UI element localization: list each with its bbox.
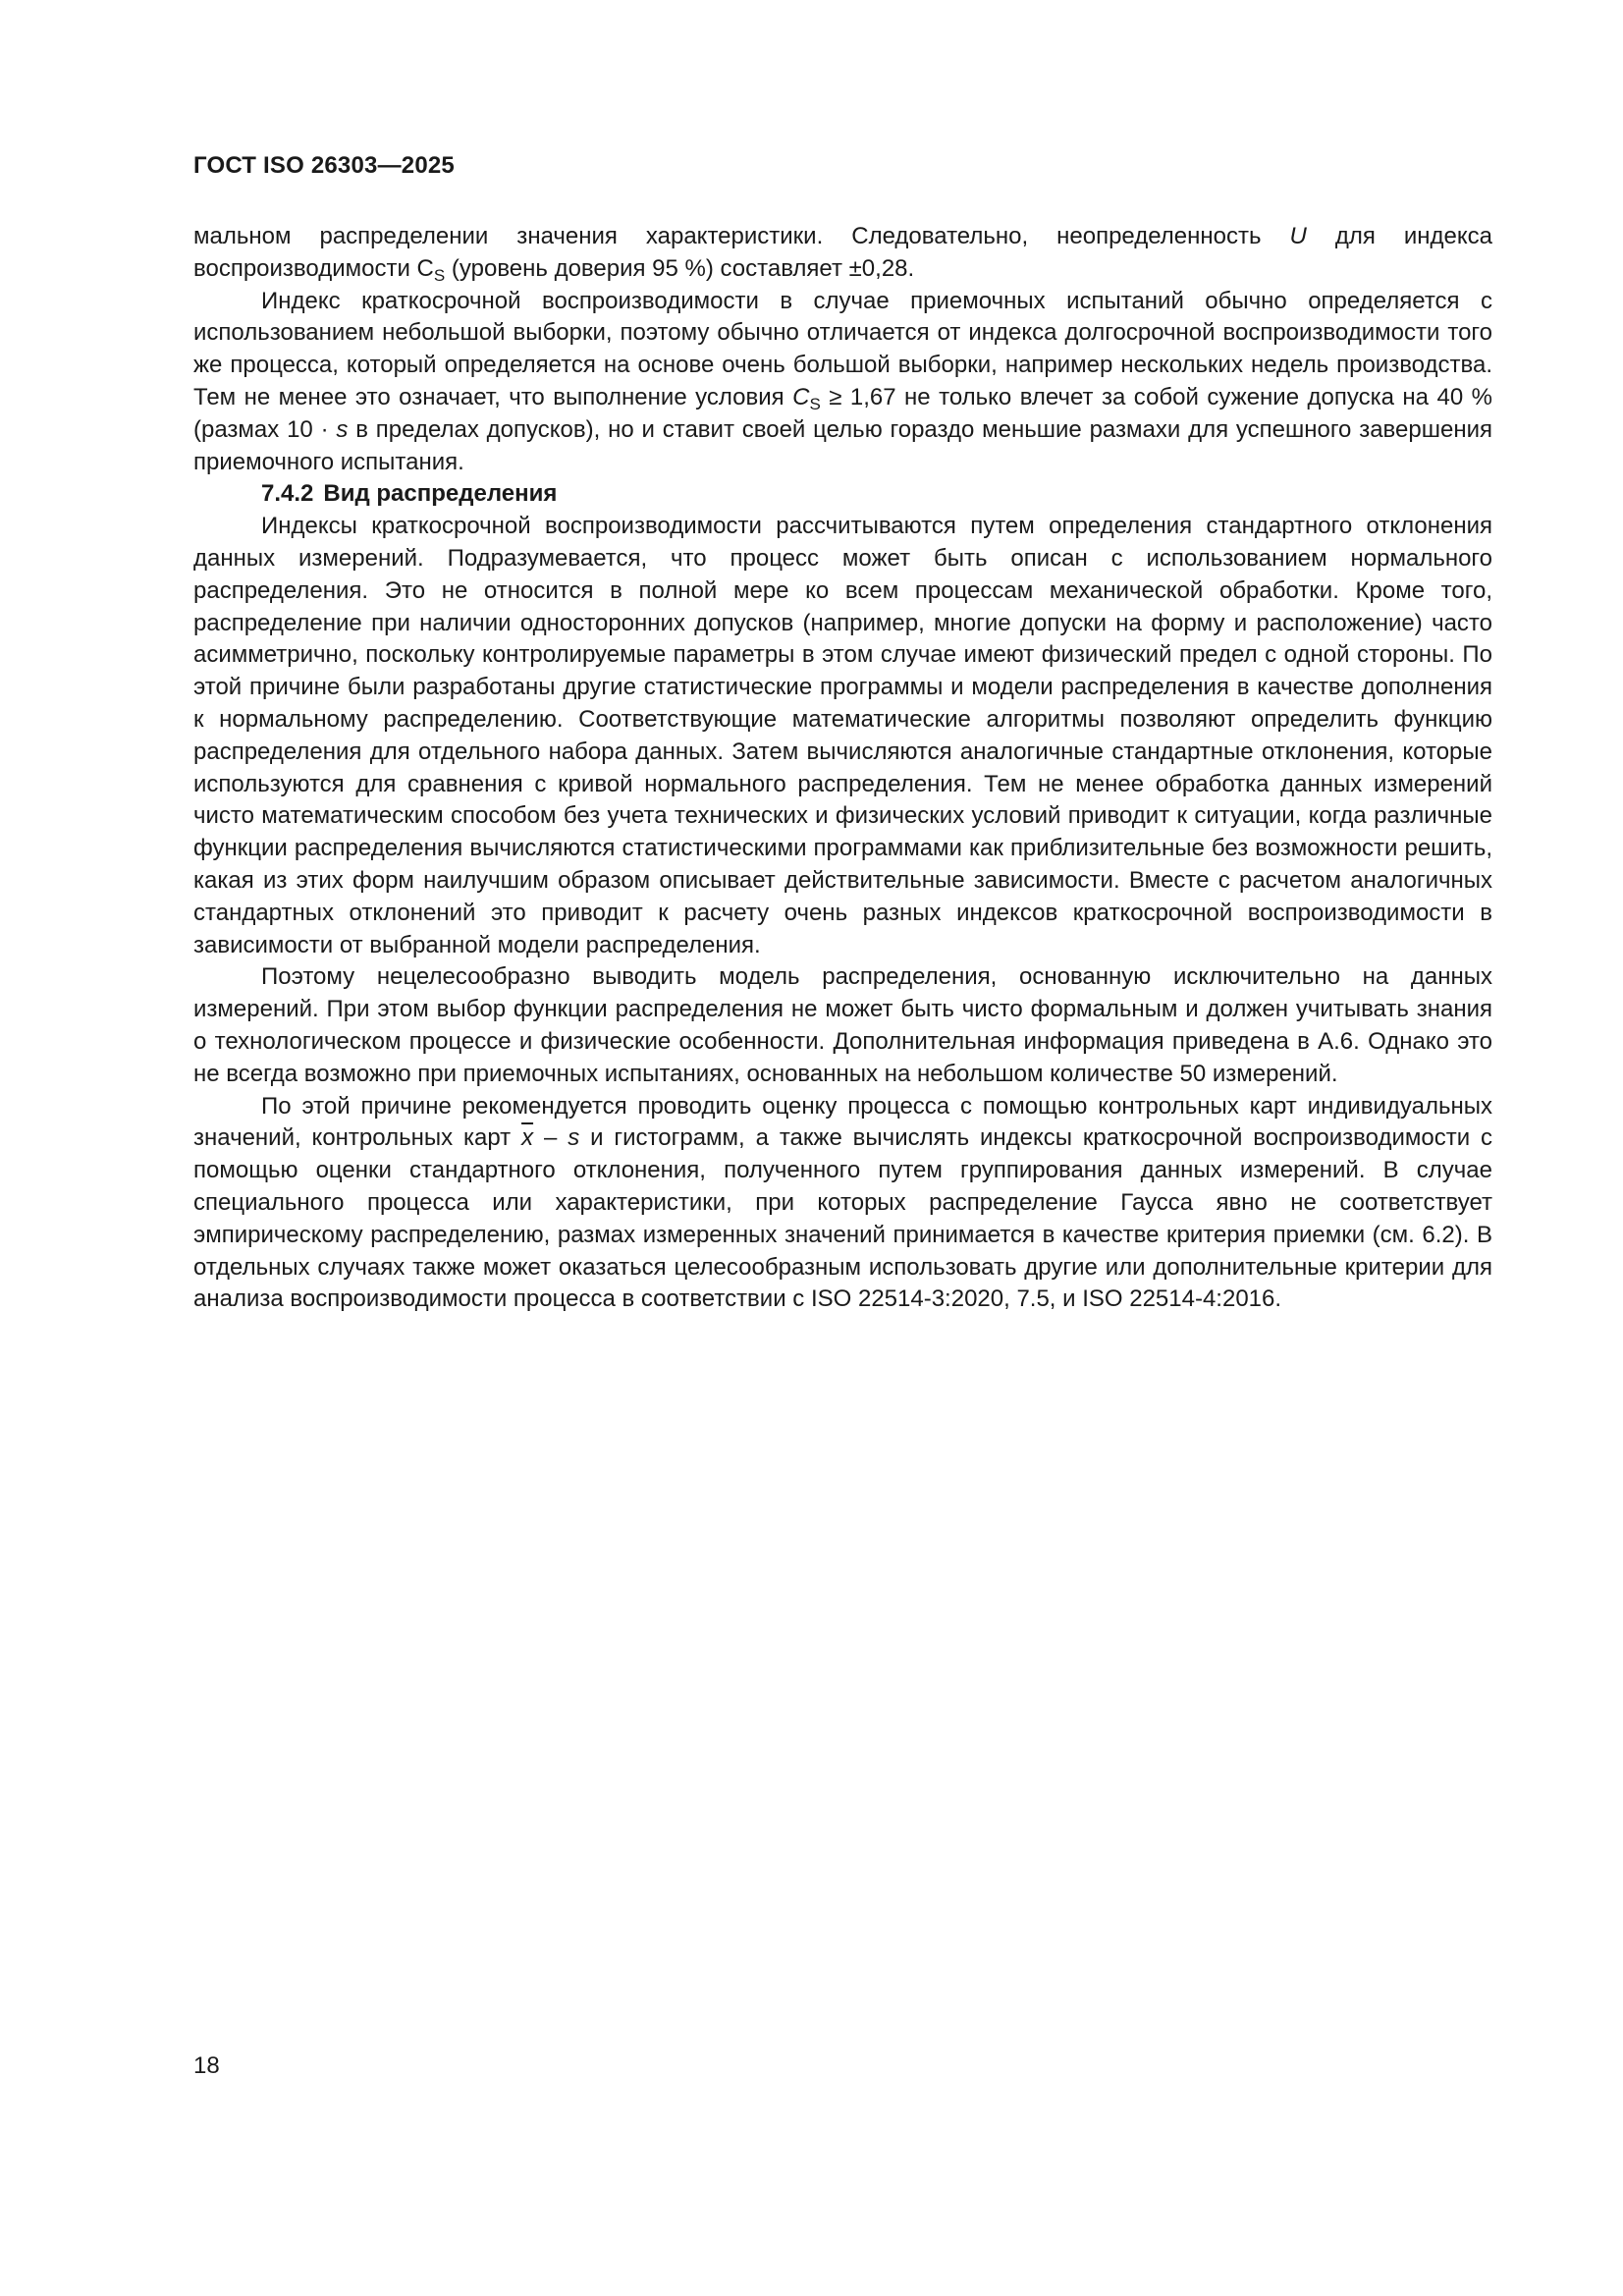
text-run: ≥ 1,67 не только влечет за собой сужение допуска на 40 % (размах 10 · — [193, 383, 1492, 443]
paragraph-distribution-model: Поэтому нецелесообразно выводить модель распределения, основанную исключительно на данных измерений. При этом выбор функции распределения не может быть чисто формальным и должен учитывать знания о технологическом процессе и физические особенности. Дополнительная информация приведена в А.6. Однако это не всегда возможно при приемочных испытаниях, основанных на небольшом количестве 50 измерений. — [193, 963, 1492, 1087]
text-run: для индекса воспроизводимости C — [193, 223, 1493, 282]
text-run: Индекс краткосрочной воспроизводимости в случае приемочных испытаний обычно определяется с использованием небольшой выборки, поэтому обычно отличается от индекса долгосрочной воспроизводимости того же процесса, который определяется на основе очень большой выборки, например нескольких недель производства. Тем не менее это означает, что выполнение условия — [193, 287, 1492, 410]
document-body — [193, 221, 1492, 1316]
document-header: ГОСТ ISO 26303—2025 — [193, 152, 455, 179]
variable-c: C — [792, 383, 810, 410]
variable-s: s — [568, 1124, 580, 1152]
paragraph-distribution-type: Индексы краткосрочной воспроизводимости рассчитываются путем определения стандартного отклонения данных измерений. Подразумевается, что процесс может быть описан с использованием нормального распределения. Это не относится в полной мере ко всем процессам механической обработки. Кроме того, распределение при наличии односторонних допусков (например, многие допуски на форму и расположение) часто асимметрично, поскольку контролируемые параметры в этом случае имеют физический предел с одной стороны. По этой причине были разработаны другие статистические программы и модели распределения в качестве дополнения к нормальному распределению. Соответствующие математические алгоритмы позволяют определить функцию распределения для отдельного набора данных. Затем вычисляются аналогичные стандартные отклонения, которые используются для сравнения с кривой нормального распределения. Тем не менее обработка данных измерений чисто математическим способом без учета технических и физических условий приводит к ситуации, когда различные функции распределения вычисляются статистическими программами как приблизительные без возможности решить, какая из этих форм наилучшим образом описывает действительные зависимости. Вместе с расчетом аналогичных стандартных отклонений это приводит к расчету очень разных индексов краткосрочной воспроизводимости в зависимости от выбранной модели распределения. — [193, 513, 1492, 958]
variable-u: U — [1289, 223, 1307, 249]
text-run: По этой причине рекомендуется проводить оценку процесса с помощью контрольных карт индивидуальных значений, контрольных карт — [193, 1092, 1492, 1152]
variable-x-bar: $\overline{x}$ — [521, 1124, 534, 1152]
text-run: – — [533, 1124, 568, 1152]
section-title: Вид распределения — [323, 480, 558, 508]
text-run: мальном распределении значения характеристики. Следовательно, неопределенность — [193, 223, 1290, 249]
section-heading — [193, 478, 1492, 511]
paragraph-short-term-index — [193, 286, 1492, 479]
subscript-s: S — [433, 265, 446, 285]
text-run: в пределах допусков), но и ставит своей целью гораздо меньшие размахи для успешного завершения приемочного испытания. — [193, 415, 1492, 475]
section-number: 7.4.2 — [261, 480, 314, 508]
text-run: и гистограмм, а также вычислять индексы краткосрочной воспроизводимости с помощью оценки стандартного отклонения, полученного путем группирования данных измерений. В случае специального процесса или характеристики, при которых распределение Гаусса явно не соответствует эмпирическому распределению, размах измеренных значений принимается в качестве критерия приемки (см. 6.2). В отдельных случаях также может оказаться целесообразным использовать другие или дополнительные критерии для анализа воспроизводимости процесса в соответствии с ISO 22514-3:2020, 7.5, и ISO 22514-4:2016. — [193, 1124, 1493, 1313]
page-number: 18 — [193, 2052, 220, 2079]
paragraph-continuation — [193, 221, 1492, 286]
text-run: (уровень доверия 95 %) составляет ±0,28. — [445, 254, 915, 282]
subscript-s: S — [809, 394, 821, 413]
variable-s: s — [336, 415, 349, 443]
paragraph-recommendation — [193, 1091, 1492, 1317]
